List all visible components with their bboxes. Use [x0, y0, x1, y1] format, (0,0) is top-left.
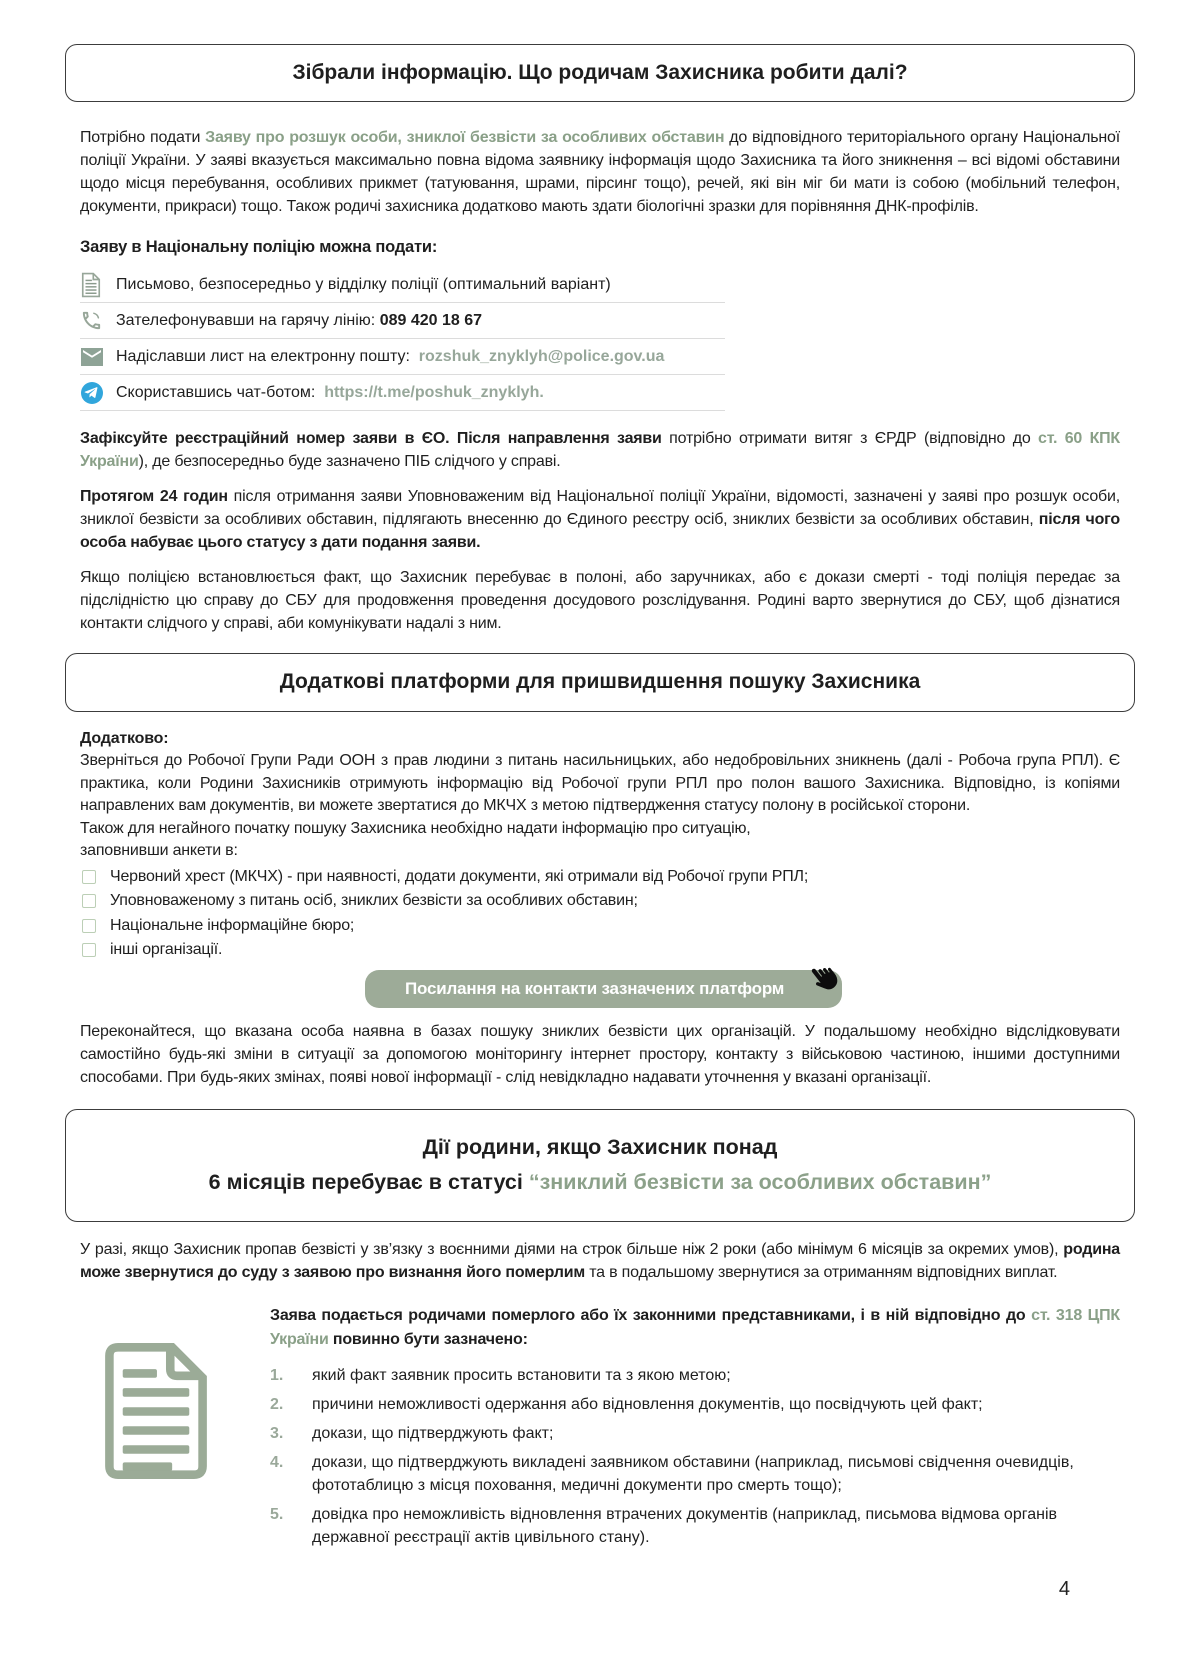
section-header-platforms: [65, 653, 1135, 711]
additional-line: заповнивши анкети в:: [80, 842, 238, 860]
checkbox-bullet-icon: [82, 919, 96, 933]
claim-section: [80, 1304, 1120, 1554]
additional-heading: Додатково:: [80, 729, 169, 747]
phone-icon: [80, 309, 116, 332]
verify-paragraph: Переконайтеся, що вказана особа наявна в базах пошуку зниклих безвісти цих організацій. У подальшому необхідно відслідковувати самостійно будь-які зміни в ситуації за допомогою моніторингу інтернет простору, контакту з військовою частиною, іншими доступними способами. При будь-яких змінах, появі нової інформації - слід невідкладно надавати уточнення у вказані організації.: [80, 1022, 1120, 1086]
court-paragraph: У разі, якщо Захисник пропав безвісті у зв’язку з воєнними діями на строк більше ніж 2 роки (або мінімум 6 місяців за окремих умов), родина може звернутися до суду з заявою про визнання його померлим та в подальшому звернутися за отриманням відповідних виплат.: [80, 1240, 1120, 1281]
checkbox-bullet-icon: [82, 870, 96, 884]
email-link[interactable]: rozshuk_znyklyh@police.gov.ua: [418, 347, 665, 365]
list-item-written: [80, 267, 725, 303]
platform-contacts-button[interactable]: Посилання на контакти зазначених платформ: [365, 970, 842, 1008]
hours24-paragraph: Протягом 24 годин після отримання заяви Уповноваженим від Національної поліції України, відомості, зазначені у заяві про розшук особи, зниклої безвісти за особливих обставин, підлягають внесенню до Єдиного реєстру осіб, зниклих безвісти за особливих обставин, після чого особа набуває цього статусу з дати подання заяви.: [80, 488, 1120, 552]
register-paragraph: Зафіксуйте реєстраційний номер заяви в ЄО. Після направлення заяви потрібно отримати витяг з ЄРДР (відповідно до ст. 60 КПК України), де безпосередньо буде зазначено ПІБ слідчого у справі.: [80, 430, 1120, 471]
section-title: Додаткові платформи для пришвидшення пошуку Захисника: [279, 670, 921, 694]
checkbox-bullet-icon: [82, 943, 96, 957]
list-item: 5. довідка про неможливість відновлення втрачених документів (наприклад, письмова відмова органів державної реєстрації актів цивільного стану).: [270, 1505, 1057, 1546]
list-item-chatbot: [80, 375, 725, 411]
list-item: 4. докази, що підтверджують викладені заявником обставини (наприклад, письмові свідчення очевидців, фототаблицю з місця поховання, медичні документи про смерть тощо);: [270, 1453, 1074, 1494]
list-item: Червоний хрест (МКЧХ) - при наявності, додати документи, які отримали від Робочої групи РПЛ;: [80, 866, 1120, 889]
page-number: 4: [1058, 1578, 1070, 1600]
list-item-email: [80, 339, 725, 375]
list-item-hotline: [80, 303, 725, 339]
list-item: 1. який факт заявник просить встановити та з якою метою;: [270, 1366, 731, 1384]
law-reference-318[interactable]: ст. 318 ЦПК України: [270, 1306, 1120, 1348]
status-highlight: “зниклий безвісти за особливих обставин”: [528, 1170, 992, 1195]
list-item-label: Письмово, безпосередньо у відділку поліції (оптимальний варіант): [116, 275, 611, 293]
button-row: [365, 970, 1120, 1008]
list-item: Національне інформаційне бюро;: [80, 915, 1120, 938]
law-reference-60[interactable]: ст. 60 КПК України: [80, 430, 1120, 471]
contact-methods-list: [80, 267, 725, 411]
list-item: інші організації.: [80, 939, 1120, 962]
section-header-family-actions: [65, 1109, 1135, 1222]
list-item: Уповноваженому з питань осіб, зниклих безвісти за особливих обставин;: [80, 890, 1120, 913]
section-title: Зібрали інформацію. Що родичам Захисника робити далі?: [292, 61, 908, 84]
list-item: 3. докази, що підтверджують факт;: [270, 1424, 554, 1442]
list-item: 2. причини неможливості одержання або відновлення документів, що посвідчують цей факт;: [270, 1395, 983, 1413]
additional-paragraph: Зверніться до Робочої Групи Ради ООН з прав людини з питань насильницьких, або недобровільних зникнень (далі - Робоча група РПЛ). Є практика, коли Родини Захисників отримують інформацію від Робочої групи РПЛ про полон вашого Захисника. Відповідно, із копіями направлених вам документів, ви можете звертатися до МКЧХ з метою підтвердження статусу полону в російської сторони.: [80, 752, 1120, 815]
claim-heading: Заява подається родичами померлого або їх законними представниками, і в ній відповідно до ст. 318 ЦПК України повинно бути зазначено:: [270, 1306, 1120, 1348]
claim-numbered-list: [270, 1364, 1120, 1549]
hotline-number: 089 420 18 67: [379, 311, 483, 329]
telegram-icon: [80, 381, 116, 405]
additional-block: [80, 728, 1120, 1008]
application-highlight: Заяву про розшук особи, зниклої безвісти за особливих обставин: [205, 129, 725, 147]
intro-paragraph: Потрібно подати Заяву про розшук особи, зниклої безвісти за особливих обставин до відповідного територіального органу Національної поліції України. У заяві вказується максимально повна відома заявнику інформація щодо Захисника та його зникнення – всі відомі обставини щодо місця перебування, особливих прикмет (татуювання, шрами, пірсинг тощо), речей, які він міг би мати із собою (мобільний телефон, документи, прикраси) тощо. Також родичі захисника додатково мають здати біологічні зразки для порівняння ДНК-профілів.: [80, 129, 1121, 216]
checkbox-bullet-icon: [82, 894, 96, 908]
list-item-label: Зателефонувавши на гарячу лінію:: [116, 311, 376, 329]
list-item-label: Скориставшись чат-ботом:: [116, 383, 316, 401]
hand-pointer-icon: [806, 962, 840, 1001]
section-title-line1: Дії родини, якщо Захисник понад: [422, 1134, 778, 1159]
chatbot-link[interactable]: https://t.me/poshuk_znyklyh.: [324, 383, 544, 401]
big-document-icon: [98, 1338, 214, 1489]
document-icon: [80, 272, 116, 298]
submit-heading: Заяву в Національну поліцію можна подати:: [80, 238, 438, 257]
list-item-label: Надіславши лист на електронну пошту:: [116, 347, 410, 365]
mail-icon: [80, 348, 116, 366]
additional-line: Також для негайного початку пошуку Захисника необхідно надати інформацію про ситуацію,: [80, 819, 751, 837]
section-title-line2: 6 місяців перебуває в статусі “зниклий безвісти за особливих обставин”: [208, 1170, 992, 1195]
section-header-collected-info: [65, 44, 1135, 102]
platform-bullet-list: [80, 866, 1120, 962]
sbu-paragraph: Якщо поліцією встановлюється факт, що Захисник перебуває в полоні, або заручниках, або є докази смерті - тоді поліція передає за підслідністю цю справу до СБУ для продовження проведення досудового розслідування. Родині варто звернутися до СБУ, щоб дізнатися контакти слідчого у справі, аби комунікувати надалі з ним.: [80, 569, 1120, 633]
